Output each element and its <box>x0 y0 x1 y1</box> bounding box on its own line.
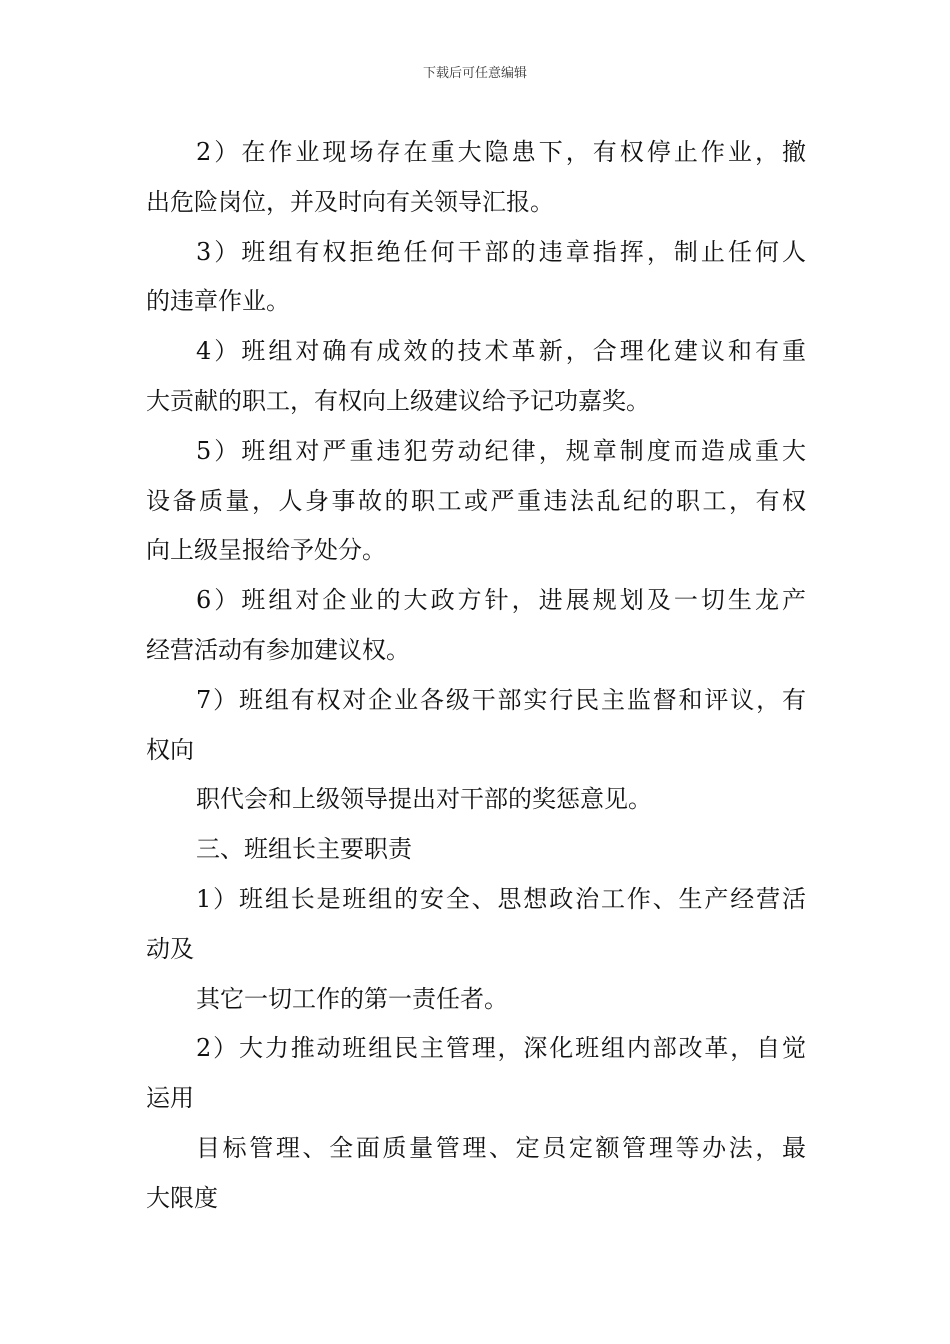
text-line: 大限度 <box>146 1183 218 1212</box>
text-line: 权向 <box>146 735 194 764</box>
text-line: 职代会和上级领导提出对干部的奖惩意见。 <box>196 785 652 814</box>
text-line: 目标管理、全面质量管理、定员定额管理等办法，最 <box>196 1133 806 1162</box>
text-line: 2）在作业现场存在重大隐患下，有权停止作业，撤 <box>196 138 806 166</box>
text-line: 7）班组有权对企业各级干部实行民主监督和评议，有 <box>196 685 806 714</box>
text-line: 运用 <box>146 1084 194 1113</box>
text-line: 设备质量，人身事故的职工或严重违法乱纪的职工，有权 <box>146 486 806 515</box>
document-body <box>146 128 806 1224</box>
text-line: 1）班组长是班组的安全、思想政治工作、生产经营活 <box>196 884 806 913</box>
text-line: 2）大力推动班组民主管理，深化班组内部改革，自觉 <box>196 1034 806 1063</box>
text-line: 动及 <box>146 934 194 963</box>
text-line: 向上级呈报给予处分。 <box>146 536 386 565</box>
text-line: 的违章作业。 <box>146 287 290 316</box>
page-header: 下载后可任意编辑 <box>422 66 527 81</box>
text-line: 大贡献的职工，有权向上级建议给予记功嘉奖。 <box>146 386 650 415</box>
text-line: 其它一切工作的第一责任者。 <box>196 984 508 1013</box>
text-line: 三、班组长主要职责 <box>196 835 412 864</box>
text-line: 出危险岗位，并及时向有关领导汇报。 <box>146 187 554 216</box>
text-line: 6）班组对企业的大政方针，进展规划及一切生龙产 <box>196 586 806 615</box>
text-line: 5）班组对严重违犯劳动纪律，规章制度而造成重大 <box>196 436 806 465</box>
text-line: 3）班组有权拒绝任何干部的违章指挥，制止任何人 <box>196 237 806 266</box>
text-line: 经营活动有参加建议权。 <box>146 635 410 664</box>
text-line: 4）班组对确有成效的技术革新，合理化建议和有重 <box>196 337 806 366</box>
